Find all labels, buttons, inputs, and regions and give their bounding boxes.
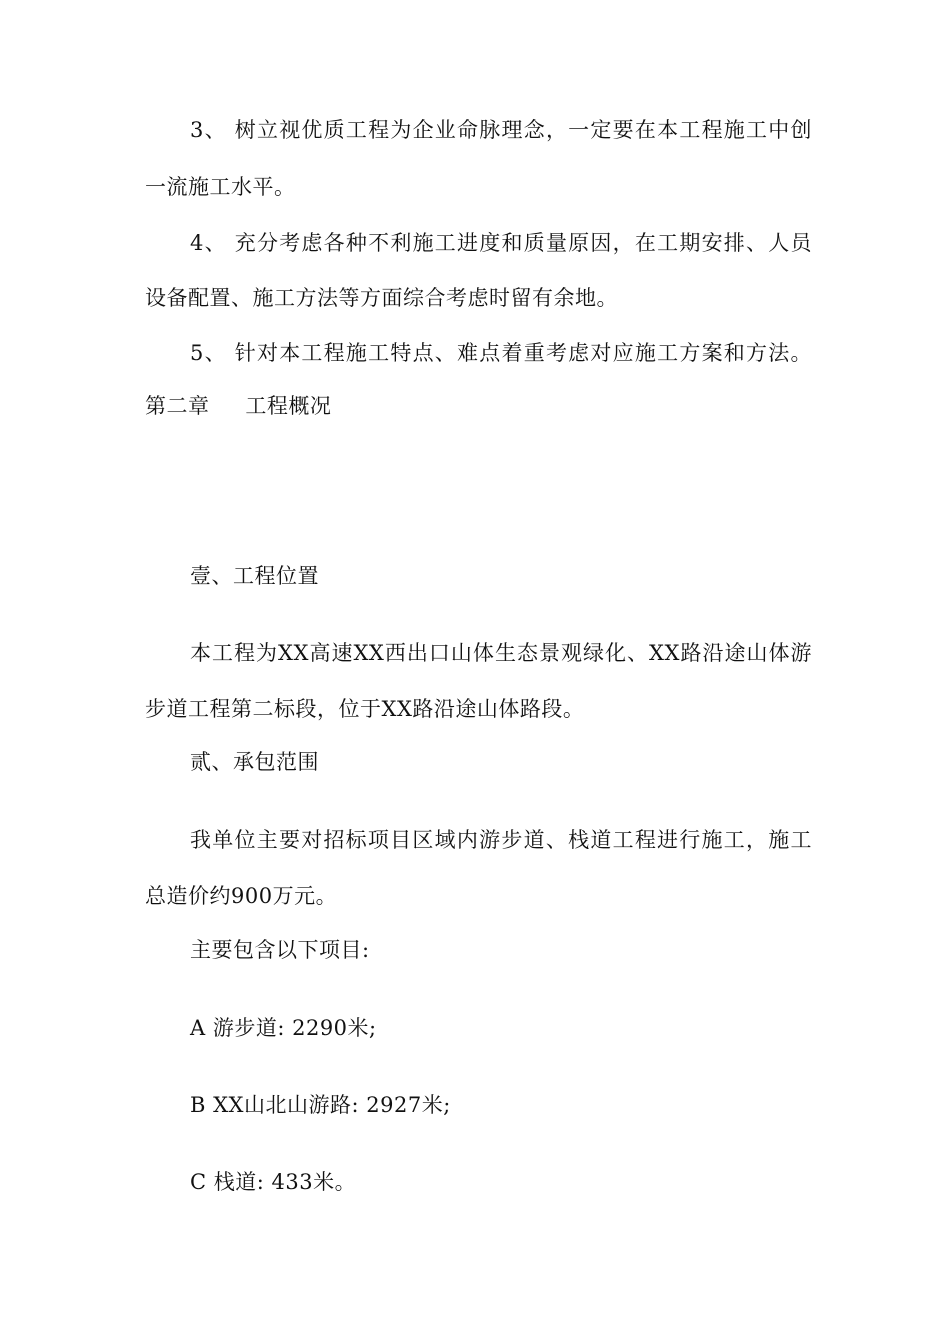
item-4-line-1: 4、 充分考虑各种不利施工进度和质量原因，在工期安排、人员	[190, 231, 812, 255]
item-3-line-1: 3、 树立视优质工程为企业命脉理念，一定要在本工程施工中创	[190, 118, 812, 142]
items-intro: 主要包含以下项目:	[190, 938, 370, 962]
section-1-paragraph-line-2: 步道工程第二标段，位于XX路沿途山体路段。	[145, 697, 585, 721]
item-3-line-2: 一流施工水平。	[145, 175, 296, 199]
section-1-paragraph-line-1: 本工程为XX高速XX西出口山体生态景观绿化、XX路沿途山体游	[190, 641, 812, 665]
list-item-b: B XX山北山游路: 2927米;	[190, 1093, 451, 1117]
list-item-a: A 游步道: 2290米;	[190, 1016, 377, 1040]
list-item-c: C 栈道: 433米。	[190, 1170, 357, 1194]
section-2-heading: 贰、承包范围	[190, 750, 319, 774]
section-2-paragraph-line-1: 我单位主要对招标项目区域内游步道、栈道工程进行施工，施工	[190, 828, 812, 852]
item-5-line-1: 5、 针对本工程施工特点、难点着重考虑对应施工方案和方法。	[190, 341, 812, 365]
section-2-paragraph-line-2: 总造价约900万元。	[145, 884, 338, 908]
chapter-heading: 第二章 工程概况	[145, 394, 332, 418]
item-4-line-2: 设备配置、施工方法等方面综合考虑时留有余地。	[145, 286, 618, 310]
section-1-heading: 壹、工程位置	[190, 564, 319, 588]
